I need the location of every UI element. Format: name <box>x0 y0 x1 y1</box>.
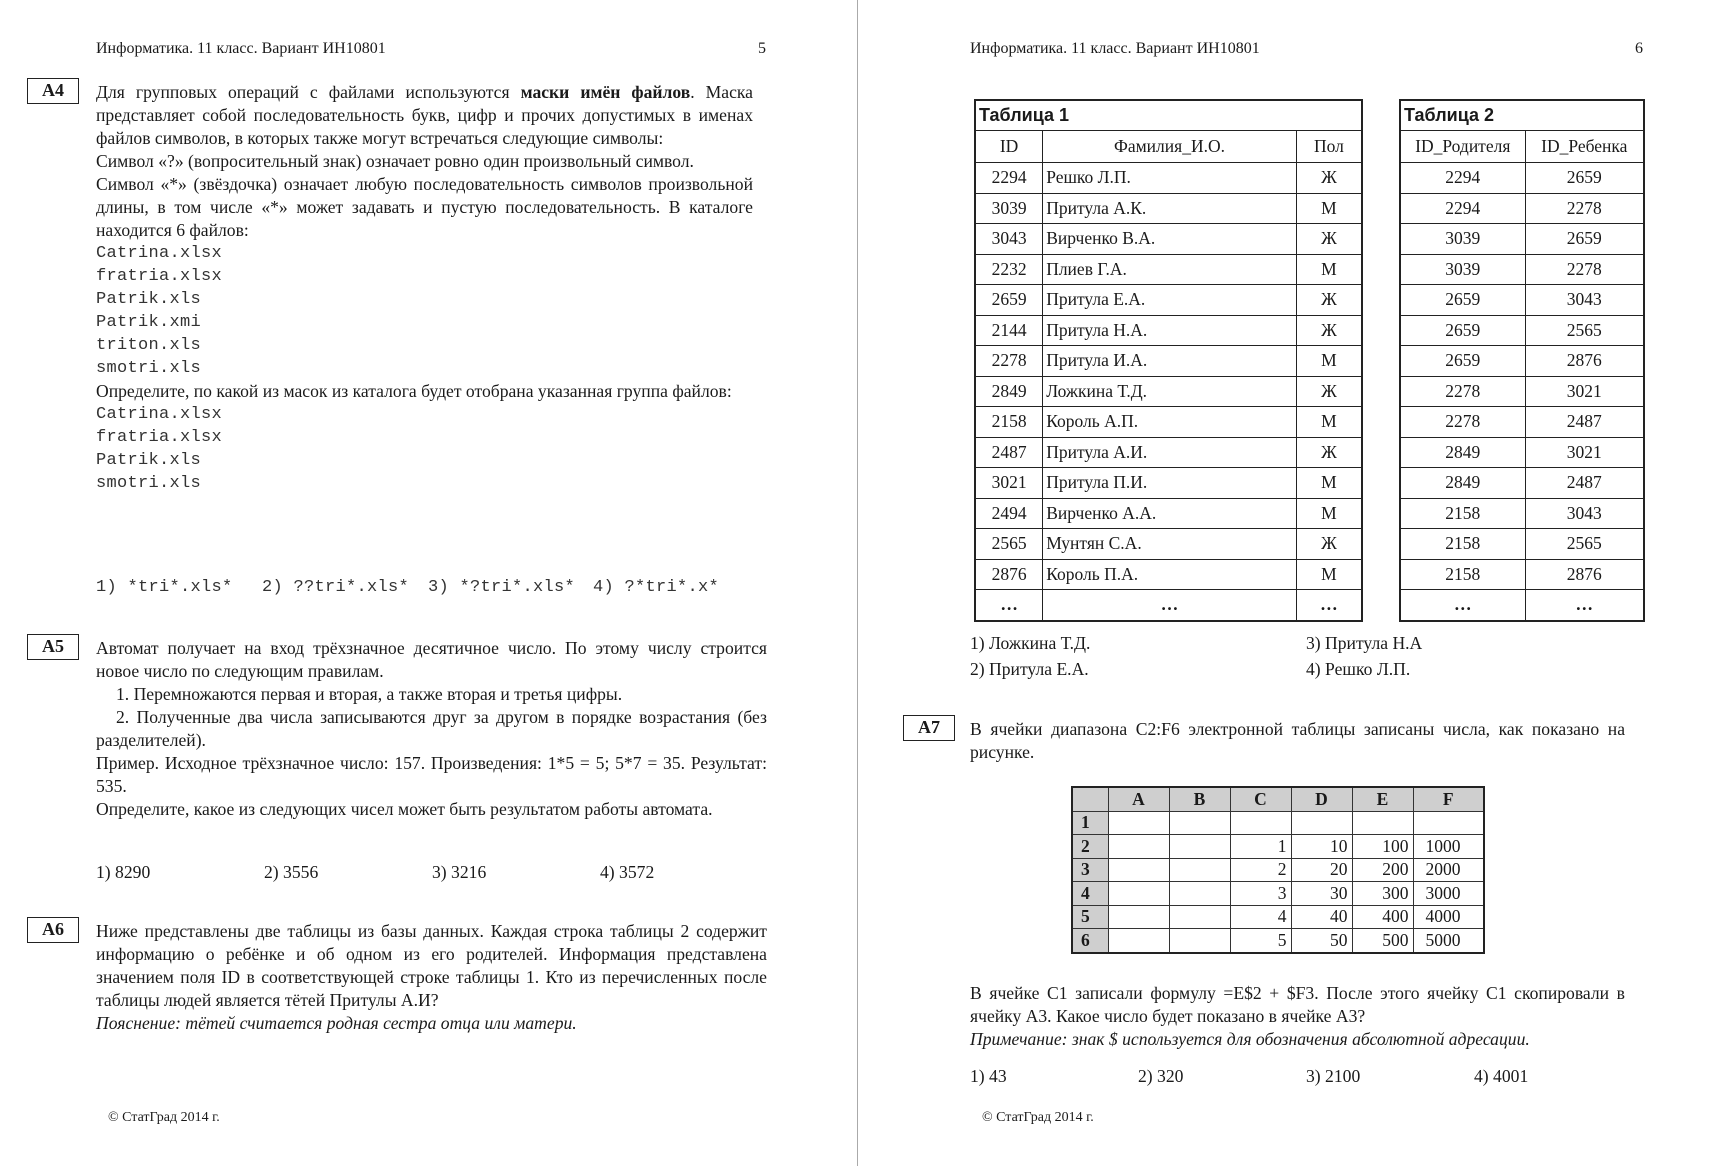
sheet-cell[interactable]: 2000 <box>1413 858 1484 882</box>
table-cell: 2278 <box>1525 193 1644 224</box>
row-header: 1 <box>1072 811 1108 835</box>
table-cell: 3021 <box>1525 376 1644 407</box>
table-cell: 2659 <box>1525 163 1644 194</box>
table-cell: М <box>1296 468 1362 499</box>
table-1-body <box>975 163 1362 621</box>
sheet-cell[interactable] <box>1169 858 1230 882</box>
answer-option[interactable]: 3) 2100 <box>1306 1066 1361 1086</box>
column-header: B <box>1169 787 1230 811</box>
task-a5 <box>96 637 767 821</box>
table-row <box>1400 315 1644 346</box>
a4-question-mark-rule: Символ «?» (вопросительный знак) означает ровно один произвольный символ. <box>96 151 694 171</box>
sheet-cell[interactable]: 500 <box>1352 929 1413 953</box>
task-label-a7: A7 <box>903 715 955 741</box>
table-cell: 2849 <box>1400 437 1525 468</box>
table-cell: Решко Л.П. <box>1043 163 1297 194</box>
table-row <box>975 468 1362 499</box>
table-row <box>975 559 1362 590</box>
column-header: ID_Родителя <box>1400 131 1525 163</box>
sheet-row <box>1072 835 1484 859</box>
table-cell: Ж <box>1296 315 1362 346</box>
row-header: 4 <box>1072 882 1108 906</box>
answer-option[interactable]: 3) Притула Н.А <box>1306 633 1423 653</box>
table-row <box>975 346 1362 377</box>
table-row <box>1400 346 1644 377</box>
page-footer: © СтатГрад 2014 г. <box>982 1110 1094 1125</box>
table-cell: 2158 <box>1400 498 1525 529</box>
column-header: E <box>1352 787 1413 811</box>
sheet-row <box>1072 882 1484 906</box>
a5-rule-1: 1. Перемножаются первая и вторая, а также вторая и третья цифры. <box>116 684 623 704</box>
table-row <box>1400 407 1644 438</box>
sheet-cell[interactable] <box>1108 858 1169 882</box>
task-a4 <box>96 81 753 495</box>
table-cell: 2278 <box>1400 407 1525 438</box>
sheet-cell[interactable]: 2 <box>1230 858 1291 882</box>
answer-option[interactable]: 2) 320 <box>1138 1066 1184 1086</box>
table-cell: 3021 <box>975 468 1043 499</box>
table-cell: М <box>1296 498 1362 529</box>
a6-note: Пояснение: тётей считается родная сестра отца или матери. <box>96 1013 577 1033</box>
table-1-caption: Таблица 1 <box>975 100 1362 131</box>
table-row <box>975 193 1362 224</box>
table-cell: Притула А.К. <box>1043 193 1297 224</box>
sheet-cell[interactable]: 300 <box>1352 882 1413 906</box>
column-header: Фамилия_И.О. <box>1043 131 1297 163</box>
task-a6 <box>96 920 767 1035</box>
table-cell: 2849 <box>975 376 1043 407</box>
table-cell: … <box>1043 590 1297 621</box>
table-cell: 2565 <box>1525 529 1644 560</box>
task-a7-intro <box>970 718 1625 764</box>
table-2-caption: Таблица 2 <box>1400 100 1644 131</box>
table-cell: 2278 <box>1400 376 1525 407</box>
task-label-a5: A5 <box>27 634 79 660</box>
file-item: Patrik.xmi <box>96 313 202 332</box>
row-header: 2 <box>1072 835 1108 859</box>
table-cell: 2659 <box>1525 224 1644 255</box>
table-cell: 2659 <box>1400 315 1525 346</box>
table-cell: 2278 <box>1525 254 1644 285</box>
column-header: ID_Ребенка <box>1525 131 1644 163</box>
table-cell: 2487 <box>975 437 1043 468</box>
table-cell: Притула И.А. <box>1043 346 1297 377</box>
table-cell: Ложкина Т.Д. <box>1043 376 1297 407</box>
table-cell: Ж <box>1296 529 1362 560</box>
file-item: Patrik.xls <box>96 451 202 470</box>
table-cell: 2876 <box>975 559 1043 590</box>
sheet-cell[interactable] <box>1169 882 1230 906</box>
table-cell: Вирченко В.А. <box>1043 224 1297 255</box>
table-cell: Притула А.И. <box>1043 437 1297 468</box>
sheet-cell[interactable]: 4 <box>1230 905 1291 929</box>
answer-option[interactable]: 1) 8290 <box>96 862 151 882</box>
table-cell: М <box>1296 407 1362 438</box>
table-cell: Плиев Г.А. <box>1043 254 1297 285</box>
table-cell: 3039 <box>1400 254 1525 285</box>
file-item: smotri.xls <box>96 474 202 493</box>
table-cell: Притула Н.А. <box>1043 315 1297 346</box>
answer-option[interactable]: 3) 3216 <box>432 862 487 882</box>
answer-option[interactable]: 1) Ложкина Т.Д. <box>970 633 1091 653</box>
sheet-cell[interactable]: 3000 <box>1413 882 1484 906</box>
sheet-row <box>1072 811 1484 835</box>
column-header: C <box>1230 787 1291 811</box>
row-header: 3 <box>1072 858 1108 882</box>
table-row-ellipsis <box>1400 590 1644 621</box>
table-cell: 2487 <box>1525 407 1644 438</box>
table-cell: 2232 <box>975 254 1043 285</box>
file-item: fratria.xlsx <box>96 428 223 447</box>
table-1 <box>974 99 1363 622</box>
column-header: Пол <box>1296 131 1362 163</box>
table-2 <box>1399 99 1645 622</box>
table-cell: … <box>1400 590 1525 621</box>
task-label-a6: A6 <box>27 917 79 943</box>
answer-option[interactable]: 4) Решко Л.П. <box>1306 659 1411 679</box>
table-cell: 3021 <box>1525 437 1644 468</box>
table-cell: Ж <box>1296 224 1362 255</box>
sheet-row <box>1072 929 1484 953</box>
table-cell: Ж <box>1296 285 1362 316</box>
table-cell: 2849 <box>1400 468 1525 499</box>
table-row <box>975 498 1362 529</box>
sheet-cell[interactable]: 3 <box>1230 882 1291 906</box>
table-cell: 2659 <box>1400 285 1525 316</box>
table-cell: … <box>975 590 1043 621</box>
answer-option[interactable]: 2) 3556 <box>264 862 319 882</box>
sheet-body <box>1072 811 1484 953</box>
sheet-cell[interactable]: 30 <box>1291 882 1352 906</box>
table-cell: Притула П.И. <box>1043 468 1297 499</box>
table-cell: 2494 <box>975 498 1043 529</box>
column-header: ID <box>975 131 1043 163</box>
right-page <box>858 0 1716 1166</box>
table-cell: Ж <box>1296 376 1362 407</box>
spreadsheet <box>1071 786 1485 954</box>
answer-option[interactable]: 1) *tri*.xls* <box>96 578 233 597</box>
table-cell: 2158 <box>975 407 1043 438</box>
sheet-corner <box>1072 787 1108 811</box>
page-header: Информатика. 11 класс. Вариант ИН10801 <box>970 40 1260 57</box>
table-cell: Вирченко А.А. <box>1043 498 1297 529</box>
a7-question: В ячейке C1 записали формулу =E$2 + $F3. После этого ячейку C1 скопировали в ячейку A3. Какое число будет показано в ячейке A3? <box>970 983 1625 1026</box>
file-item: Catrina.xlsx <box>96 405 223 424</box>
answer-option[interactable]: 2) Притула Е.А. <box>970 659 1089 679</box>
table-cell: 3043 <box>975 224 1043 255</box>
table-cell: Притула Е.А. <box>1043 285 1297 316</box>
answer-option[interactable]: 4) ?*tri*.x* <box>593 578 720 597</box>
answer-option[interactable]: 4) 4001 <box>1474 1066 1529 1086</box>
sheet-cell[interactable]: 1 <box>1230 835 1291 859</box>
a5-example: Пример. Исходное трёхзначное число: 157. Произведения: 1*5 = 5; 5*7 = 35. Результат: 535. <box>96 753 767 796</box>
sheet-cell[interactable]: 50 <box>1291 929 1352 953</box>
table-row <box>1400 163 1644 194</box>
sheet-cell[interactable]: 100 <box>1352 835 1413 859</box>
table-row <box>1400 468 1644 499</box>
file-item: triton.xls <box>96 336 202 355</box>
sheet-cell[interactable] <box>1169 929 1230 953</box>
table-row <box>975 437 1362 468</box>
sheet-cell[interactable]: 400 <box>1352 905 1413 929</box>
a5-rule-2: 2. Полученные два числа записываются друг за другом в порядке возрастания (без разделителей). <box>96 707 767 750</box>
a6-text: Ниже представлены две таблицы из базы данных. Каждая строка таблицы 2 содержит информацию о ребёнке и об одном из его родителей. Информация представлена значением поля ID в соответствующей строке таблицы 1. Кто из перечисленных после таблицы людей является тётей Притулы А.И? <box>96 921 767 1010</box>
a4-question: Определите, по какой из масок из каталога будет отобрана указанная группа файлов: <box>96 381 732 401</box>
table-cell: Король А.П. <box>1043 407 1297 438</box>
file-item: Patrik.xls <box>96 290 202 309</box>
table-cell: 2294 <box>1400 193 1525 224</box>
table-row <box>1400 559 1644 590</box>
sheet-row <box>1072 858 1484 882</box>
page-number: 5 <box>758 40 766 57</box>
table-row <box>1400 437 1644 468</box>
sheet-cell[interactable]: 5 <box>1230 929 1291 953</box>
a5-intro: Автомат получает на вход трёхзначное десятичное число. По этому числу строится новое число по следующим правилам. <box>96 638 767 681</box>
table-cell: М <box>1296 193 1362 224</box>
sheet-cell[interactable]: 200 <box>1352 858 1413 882</box>
table-cell: 3043 <box>1525 498 1644 529</box>
table-row <box>975 376 1362 407</box>
table-row <box>1400 254 1644 285</box>
table-cell: 2659 <box>975 285 1043 316</box>
table-row <box>975 529 1362 560</box>
column-header: A <box>1108 787 1169 811</box>
sheet-cell[interactable]: 40 <box>1291 905 1352 929</box>
table-cell: М <box>1296 559 1362 590</box>
column-header: D <box>1291 787 1352 811</box>
table-cell: 2158 <box>1400 559 1525 590</box>
a7-note: Примечание: знак $ используется для обозначения абсолютной адресации. <box>970 1029 1530 1049</box>
table-2-body <box>1400 163 1644 621</box>
answer-option[interactable]: 1) 43 <box>970 1066 1007 1086</box>
table-cell: 2487 <box>1525 468 1644 499</box>
table-cell: Мунтян С.А. <box>1043 529 1297 560</box>
page-number: 6 <box>1635 40 1643 57</box>
table-cell: М <box>1296 254 1362 285</box>
a4-file-list <box>96 242 753 380</box>
table-row <box>975 315 1362 346</box>
table-cell: 2278 <box>975 346 1043 377</box>
table-cell: Ж <box>1296 163 1362 194</box>
table-row <box>975 163 1362 194</box>
table-cell: Ж <box>1296 437 1362 468</box>
table-row <box>975 224 1362 255</box>
table-row <box>1400 193 1644 224</box>
sheet-cell[interactable]: 1000 <box>1413 835 1484 859</box>
sheet-cell[interactable] <box>1169 811 1230 835</box>
table-cell: 2294 <box>1400 163 1525 194</box>
answer-option[interactable]: 3) *?tri*.xls* <box>428 578 576 597</box>
a4-star-rule: Символ «*» (звёздочка) означает любую последовательность символов произвольной длины, в том числе «*» может задавать и пустую последовательность. В каталоге находится 6 файлов: <box>96 174 753 240</box>
table-cell: М <box>1296 346 1362 377</box>
page-header: Информатика. 11 класс. Вариант ИН10801 <box>96 40 386 57</box>
table-cell: … <box>1525 590 1644 621</box>
table-row <box>1400 224 1644 255</box>
table-row <box>1400 498 1644 529</box>
a7-intro: В ячейки диапазона C2:F6 электронной таблицы записаны числа, как показано на рисунке. <box>970 719 1625 762</box>
table-cell: 2659 <box>1400 346 1525 377</box>
sheet-cell[interactable] <box>1108 811 1169 835</box>
answer-option[interactable]: 2) ??tri*.xls* <box>262 578 410 597</box>
sheet-cell[interactable] <box>1230 811 1291 835</box>
table-cell: 3039 <box>1400 224 1525 255</box>
table-cell: 2876 <box>1525 559 1644 590</box>
answer-option[interactable]: 4) 3572 <box>600 862 655 882</box>
file-item: Catrina.xlsx <box>96 244 223 263</box>
table-row-ellipsis <box>975 590 1362 621</box>
sheet-cell[interactable]: 20 <box>1291 858 1352 882</box>
row-header: 5 <box>1072 905 1108 929</box>
sheet-cell[interactable] <box>1169 905 1230 929</box>
a4-selected-files <box>96 403 753 495</box>
sheet-cell[interactable]: 10 <box>1291 835 1352 859</box>
table-cell: 3039 <box>975 193 1043 224</box>
table-row <box>1400 376 1644 407</box>
sheet-cell[interactable] <box>1413 811 1484 835</box>
table-cell: 2144 <box>975 315 1043 346</box>
a4-intro: Для групповых операций с файлами используются маски имён файлов. Маска представляет собой последовательность букв, цифр и прочих допустимых в именах файлов символов, в которых также могут встречаться следующие символы: <box>96 82 753 148</box>
table-cell: 2565 <box>975 529 1043 560</box>
table-row <box>975 254 1362 285</box>
table-row <box>975 285 1362 316</box>
table-row <box>975 407 1362 438</box>
sheet-cell[interactable] <box>1108 835 1169 859</box>
table-row <box>1400 285 1644 316</box>
table-cell: 3043 <box>1525 285 1644 316</box>
column-header: F <box>1413 787 1484 811</box>
sheet-cell[interactable] <box>1352 811 1413 835</box>
table-cell: 2294 <box>975 163 1043 194</box>
sheet-cell[interactable] <box>1291 811 1352 835</box>
table-cell: 2158 <box>1400 529 1525 560</box>
table-cell: Король П.А. <box>1043 559 1297 590</box>
table-cell: 2876 <box>1525 346 1644 377</box>
a5-question: Определите, какое из следующих чисел может быть результатом работы автомата. <box>96 799 713 819</box>
sheet-cell[interactable]: 4000 <box>1413 905 1484 929</box>
file-item: fratria.xlsx <box>96 267 223 286</box>
sheet-row <box>1072 905 1484 929</box>
task-a7-question <box>970 982 1625 1051</box>
sheet-cell[interactable] <box>1108 929 1169 953</box>
task-label-a4: A4 <box>27 78 79 104</box>
sheet-cell[interactable]: 5000 <box>1413 929 1484 953</box>
table-cell: 2565 <box>1525 315 1644 346</box>
table-cell: … <box>1296 590 1362 621</box>
page-footer: © СтатГрад 2014 г. <box>108 1110 220 1125</box>
table-row <box>1400 529 1644 560</box>
row-header: 6 <box>1072 929 1108 953</box>
sheet-cell[interactable] <box>1169 835 1230 859</box>
file-item: smotri.xls <box>96 359 202 378</box>
a6-answers <box>970 632 1590 682</box>
sheet-cell[interactable] <box>1108 905 1169 929</box>
sheet-cell[interactable] <box>1108 882 1169 906</box>
